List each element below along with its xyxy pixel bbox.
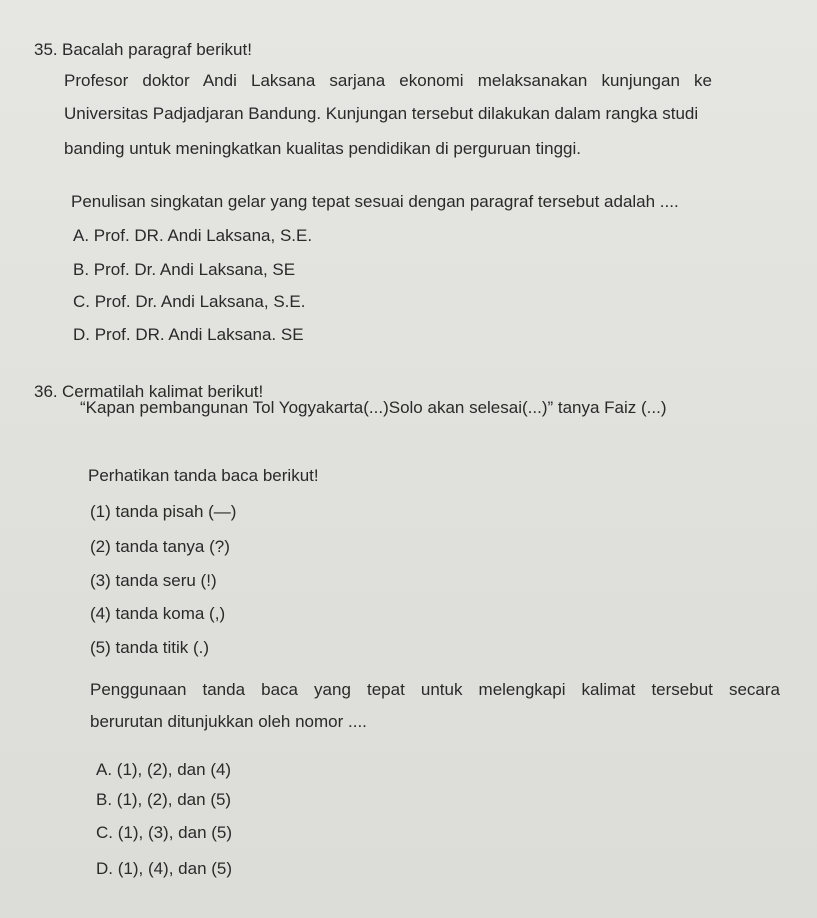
instruction-text: Perhatikan tanda baca berikut! bbox=[88, 466, 319, 485]
option-b[interactable]: B. Prof. Dr. Andi Laksana, SE bbox=[73, 260, 296, 279]
option-a[interactable]: A. Prof. DR. Andi Laksana, S.E. bbox=[73, 226, 313, 245]
question-number: 36. bbox=[34, 382, 58, 401]
punctuation-item: (5) tanda titik (.) bbox=[90, 638, 210, 657]
option-c[interactable]: C. Prof. Dr. Andi Laksana, S.E. bbox=[73, 292, 306, 311]
quoted-sentence: “Kapan pembangunan Tol Yogyakarta(...)Solo akan selesai(...)” tanya Faiz (...) bbox=[80, 398, 667, 417]
punctuation-item: (1) tanda pisah (—) bbox=[90, 502, 237, 521]
question-text: Penggunaan tanda baca yang tepat untuk melengkapi kalimat tersebut secara bbox=[90, 680, 780, 699]
paragraph-line: Universitas Padjadjaran Bandung. Kunjungan tersebut dilakukan dalam rangka studi bbox=[64, 104, 699, 123]
punctuation-item: (2) tanda tanya (?) bbox=[90, 537, 230, 556]
question-text: Penulisan singkatan gelar yang tepat sesuai dengan paragraf tersebut adalah .... bbox=[71, 192, 679, 211]
punctuation-item: (3) tanda seru (!) bbox=[90, 571, 217, 590]
option-b[interactable]: B. (1), (2), dan (5) bbox=[96, 790, 232, 809]
paragraph-line: banding untuk meningkatkan kualitas pendidikan di perguruan tinggi. bbox=[64, 139, 581, 158]
option-c[interactable]: C. (1), (3), dan (5) bbox=[96, 823, 233, 842]
option-d[interactable]: D. (1), (4), dan (5) bbox=[96, 859, 233, 878]
option-a[interactable]: A. (1), (2), dan (4) bbox=[96, 760, 232, 779]
question-prompt: Cermatilah kalimat berikut! bbox=[62, 382, 264, 401]
question-text: berurutan ditunjukkan oleh nomor .... bbox=[90, 712, 367, 731]
paragraph-line: Profesor doktor Andi Laksana sarjana ekonomi melaksanakan kunjungan ke bbox=[64, 71, 712, 90]
question-prompt: Bacalah paragraf berikut! bbox=[62, 40, 252, 59]
punctuation-item: (4) tanda koma (,) bbox=[90, 604, 226, 623]
question-number: 35. bbox=[34, 40, 58, 59]
option-d[interactable]: D. Prof. DR. Andi Laksana. SE bbox=[73, 325, 304, 344]
